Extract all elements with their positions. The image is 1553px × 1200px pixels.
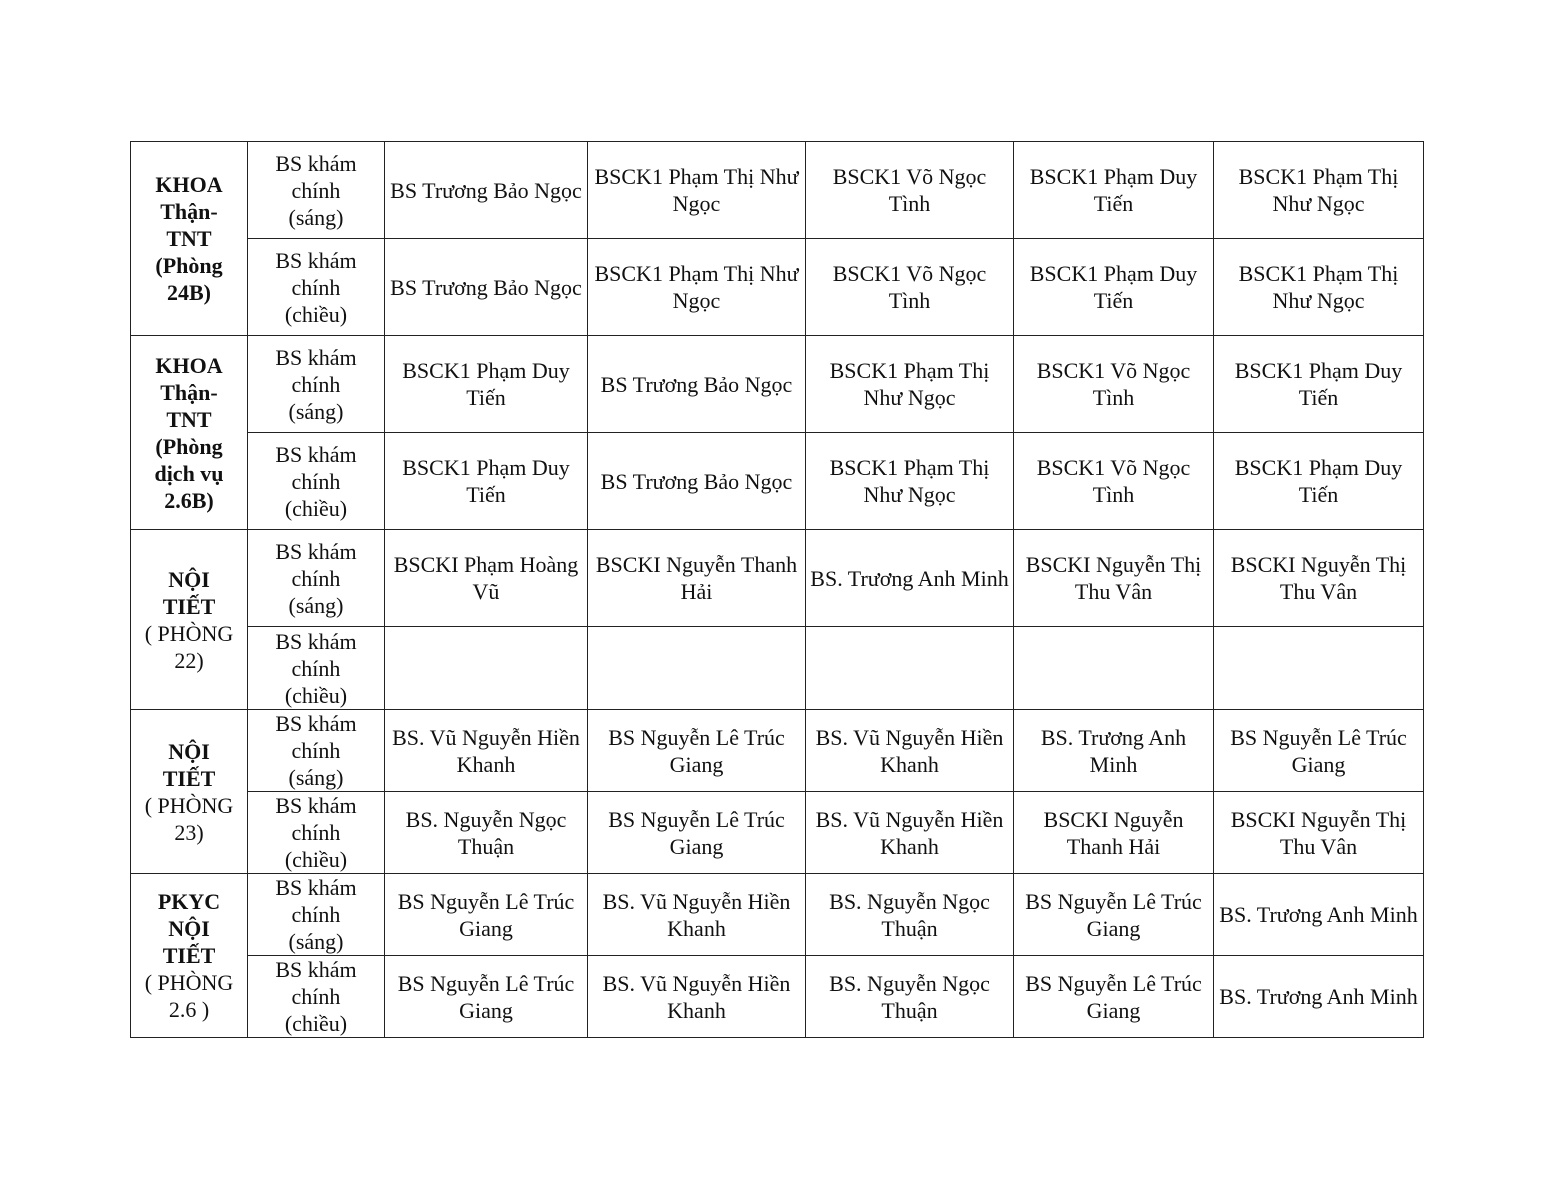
table-row bbox=[131, 530, 1424, 627]
doctor-cell: BS Nguyễn Lê Trúc Giang bbox=[588, 792, 806, 874]
doctor-cell: BSCK1 Phạm Duy Tiến bbox=[1014, 142, 1214, 239]
doctor-cell: BS. Nguyễn Ngọc Thuận bbox=[806, 956, 1014, 1038]
shift-label-line: chính bbox=[291, 371, 341, 397]
doctor-cell: BSCK1 Phạm Duy Tiến bbox=[1214, 336, 1424, 433]
shift-label-line: BS khám bbox=[275, 711, 357, 736]
doctor-cell: BS Nguyễn Lê Trúc Giang bbox=[1014, 874, 1214, 956]
department-label-line: 24B) bbox=[167, 280, 211, 305]
doctor-cell bbox=[806, 627, 1014, 710]
shift-label-line: BS khám bbox=[275, 957, 357, 982]
doctor-cell: BS Nguyễn Lê Trúc Giang bbox=[588, 710, 806, 792]
table-row bbox=[131, 239, 1424, 336]
department-label-line: (Phòng bbox=[155, 253, 223, 278]
shift-label-line: BS khám bbox=[275, 538, 357, 564]
shift-label-line: BS khám bbox=[275, 150, 357, 176]
doctor-cell: BSCK1 Phạm Thị Như Ngọc bbox=[806, 336, 1014, 433]
shift-label-line: chính bbox=[291, 274, 341, 300]
table-row bbox=[131, 142, 1424, 239]
department-cell bbox=[131, 710, 248, 874]
shift-label-line: (sáng) bbox=[288, 398, 344, 424]
table-row bbox=[131, 956, 1424, 1038]
shift-label-line: chính bbox=[291, 984, 341, 1009]
shift-label-line: chính bbox=[291, 468, 341, 494]
doctor-cell: BSCKI Nguyễn Thị Thu Vân bbox=[1214, 530, 1424, 627]
doctor-cell: BS Nguyễn Lê Trúc Giang bbox=[385, 956, 588, 1038]
doctor-cell: BS Trương Bảo Ngọc bbox=[588, 433, 806, 530]
shift-cell bbox=[248, 710, 385, 792]
table-row bbox=[131, 627, 1424, 710]
shift-label-line: BS khám bbox=[275, 344, 357, 370]
department-room-line: ( PHÒNG bbox=[144, 620, 234, 646]
doctor-cell: BS Nguyễn Lê Trúc Giang bbox=[385, 874, 588, 956]
shift-label-line: BS khám bbox=[275, 875, 357, 900]
shift-label-line: (chiều) bbox=[284, 847, 348, 872]
doctor-cell: BS Trương Bảo Ngọc bbox=[385, 142, 588, 239]
shift-cell bbox=[248, 530, 385, 627]
doctor-cell: BSCK1 Võ Ngọc Tình bbox=[1014, 336, 1214, 433]
department-label-line: Thận- bbox=[160, 379, 218, 405]
shift-label-line: chính bbox=[291, 655, 341, 681]
doctor-cell: BSCK1 Phạm Duy Tiến bbox=[385, 433, 588, 530]
doctor-cell: BSCKI Nguyễn Thanh Hải bbox=[588, 530, 806, 627]
doctor-cell: BSCK1 Phạm Duy Tiến bbox=[1214, 433, 1424, 530]
department-label-line: KHOA bbox=[155, 352, 223, 378]
shift-label-line: BS khám bbox=[275, 441, 357, 467]
department-label-line: NỘI bbox=[168, 738, 210, 764]
schedule-table bbox=[130, 141, 1424, 1038]
department-label-line: dịch vụ bbox=[154, 460, 224, 486]
doctor-cell: BS. Trương Anh Minh bbox=[1214, 874, 1424, 956]
department-room-line: ( PHÒNG bbox=[144, 792, 234, 818]
doctor-cell: BS. Trương Anh Minh bbox=[1214, 956, 1424, 1038]
shift-label-line: (chiều) bbox=[284, 682, 348, 708]
shift-cell bbox=[248, 239, 385, 336]
doctor-cell: BSCK1 Phạm Thị Như Ngọc bbox=[806, 433, 1014, 530]
department-cell bbox=[131, 336, 248, 530]
doctor-cell: BS. Vũ Nguyễn Hiền Khanh bbox=[385, 710, 588, 792]
shift-label-line: chính bbox=[291, 738, 341, 763]
doctor-cell bbox=[385, 627, 588, 710]
department-room-line: 22) bbox=[174, 647, 204, 673]
department-label-line: TIẾT bbox=[162, 943, 216, 968]
department-label-line: NỘI bbox=[168, 916, 210, 941]
shift-cell bbox=[248, 956, 385, 1038]
shift-label-line: chính bbox=[291, 565, 341, 591]
department-label-line: NỘI bbox=[168, 566, 210, 592]
shift-label-line: BS khám bbox=[275, 793, 357, 818]
department-label-line: (Phòng bbox=[155, 433, 223, 459]
shift-cell bbox=[248, 433, 385, 530]
doctor-cell bbox=[1014, 627, 1214, 710]
schedule-sheet bbox=[130, 141, 1424, 1038]
department-label-line: TIẾT bbox=[162, 765, 216, 791]
doctor-cell: BS. Trương Anh Minh bbox=[1014, 710, 1214, 792]
shift-cell bbox=[248, 874, 385, 956]
doctor-cell: BS. Vũ Nguyễn Hiền Khanh bbox=[806, 792, 1014, 874]
doctor-cell: BS. Vũ Nguyễn Hiền Khanh bbox=[588, 956, 806, 1038]
doctor-cell: BSCK1 Võ Ngọc Tình bbox=[806, 239, 1014, 336]
doctor-cell: BS Nguyễn Lê Trúc Giang bbox=[1014, 956, 1214, 1038]
department-label-line: PKYC bbox=[157, 889, 221, 914]
doctor-cell: BSCK1 Phạm Thị Như Ngọc bbox=[588, 239, 806, 336]
table-row bbox=[131, 336, 1424, 433]
shift-label-line: (chiều) bbox=[284, 495, 348, 521]
shift-label-line: BS khám bbox=[275, 628, 357, 654]
doctor-cell: BS. Vũ Nguyễn Hiền Khanh bbox=[588, 874, 806, 956]
table-row bbox=[131, 792, 1424, 874]
department-label-line: TIẾT bbox=[162, 593, 216, 619]
doctor-cell: BSCK1 Võ Ngọc Tình bbox=[1014, 433, 1214, 530]
shift-label-line: chính bbox=[291, 177, 341, 203]
doctor-cell: BS. Vũ Nguyễn Hiền Khanh bbox=[806, 710, 1014, 792]
shift-label-line: BS khám bbox=[275, 247, 357, 273]
table-row bbox=[131, 433, 1424, 530]
department-label-line: Thận- bbox=[160, 199, 218, 224]
doctor-cell bbox=[1214, 627, 1424, 710]
doctor-cell: BS Nguyễn Lê Trúc Giang bbox=[1214, 710, 1424, 792]
shift-label-line: chính bbox=[291, 820, 341, 845]
doctor-cell bbox=[588, 627, 806, 710]
shift-label-line: (sáng) bbox=[288, 765, 344, 790]
shift-cell bbox=[248, 792, 385, 874]
table-row bbox=[131, 710, 1424, 792]
shift-cell bbox=[248, 627, 385, 710]
shift-label-line: (sáng) bbox=[288, 929, 344, 954]
department-cell bbox=[131, 874, 248, 1038]
doctor-cell: BSCK1 Phạm Duy Tiến bbox=[1014, 239, 1214, 336]
table-row bbox=[131, 874, 1424, 956]
shift-cell bbox=[248, 336, 385, 433]
department-cell bbox=[131, 142, 248, 336]
doctor-cell: BSCKI Phạm Hoàng Vũ bbox=[385, 530, 588, 627]
doctor-cell: BSCK1 Phạm Duy Tiến bbox=[385, 336, 588, 433]
department-label-line: TNT bbox=[166, 406, 212, 432]
department-room-line: 23) bbox=[174, 819, 204, 845]
department-room-line: 2.6 ) bbox=[168, 997, 210, 1022]
doctor-cell: BS. Nguyễn Ngọc Thuận bbox=[806, 874, 1014, 956]
department-cell bbox=[131, 530, 248, 710]
doctor-cell: BS. Nguyễn Ngọc Thuận bbox=[385, 792, 588, 874]
department-room-line: ( PHÒNG bbox=[144, 970, 234, 995]
doctor-cell: BSCK1 Phạm Thị Như Ngọc bbox=[1214, 239, 1424, 336]
shift-label-line: (sáng) bbox=[288, 204, 344, 230]
doctor-cell: BS Trương Bảo Ngọc bbox=[385, 239, 588, 336]
doctor-cell: BS Trương Bảo Ngọc bbox=[588, 336, 806, 433]
shift-label-line: (chiều) bbox=[284, 1011, 348, 1036]
doctor-cell: BSCK1 Phạm Thị Như Ngọc bbox=[1214, 142, 1424, 239]
shift-label-line: (sáng) bbox=[288, 592, 344, 618]
doctor-cell: BSCKI Nguyễn Thanh Hải bbox=[1014, 792, 1214, 874]
doctor-cell: BSCKI Nguyễn Thị Thu Vân bbox=[1014, 530, 1214, 627]
department-label-line: 2.6B) bbox=[164, 487, 214, 513]
shift-label-line: (chiều) bbox=[284, 301, 348, 327]
department-label-line: KHOA bbox=[155, 172, 223, 197]
shift-cell bbox=[248, 142, 385, 239]
doctor-cell: BSCKI Nguyễn Thị Thu Vân bbox=[1214, 792, 1424, 874]
doctor-cell: BS. Trương Anh Minh bbox=[806, 530, 1014, 627]
doctor-cell: BSCK1 Võ Ngọc Tình bbox=[806, 142, 1014, 239]
department-label-line: TNT bbox=[166, 226, 212, 251]
doctor-cell: BSCK1 Phạm Thị Như Ngọc bbox=[588, 142, 806, 239]
shift-label-line: chính bbox=[291, 902, 341, 927]
